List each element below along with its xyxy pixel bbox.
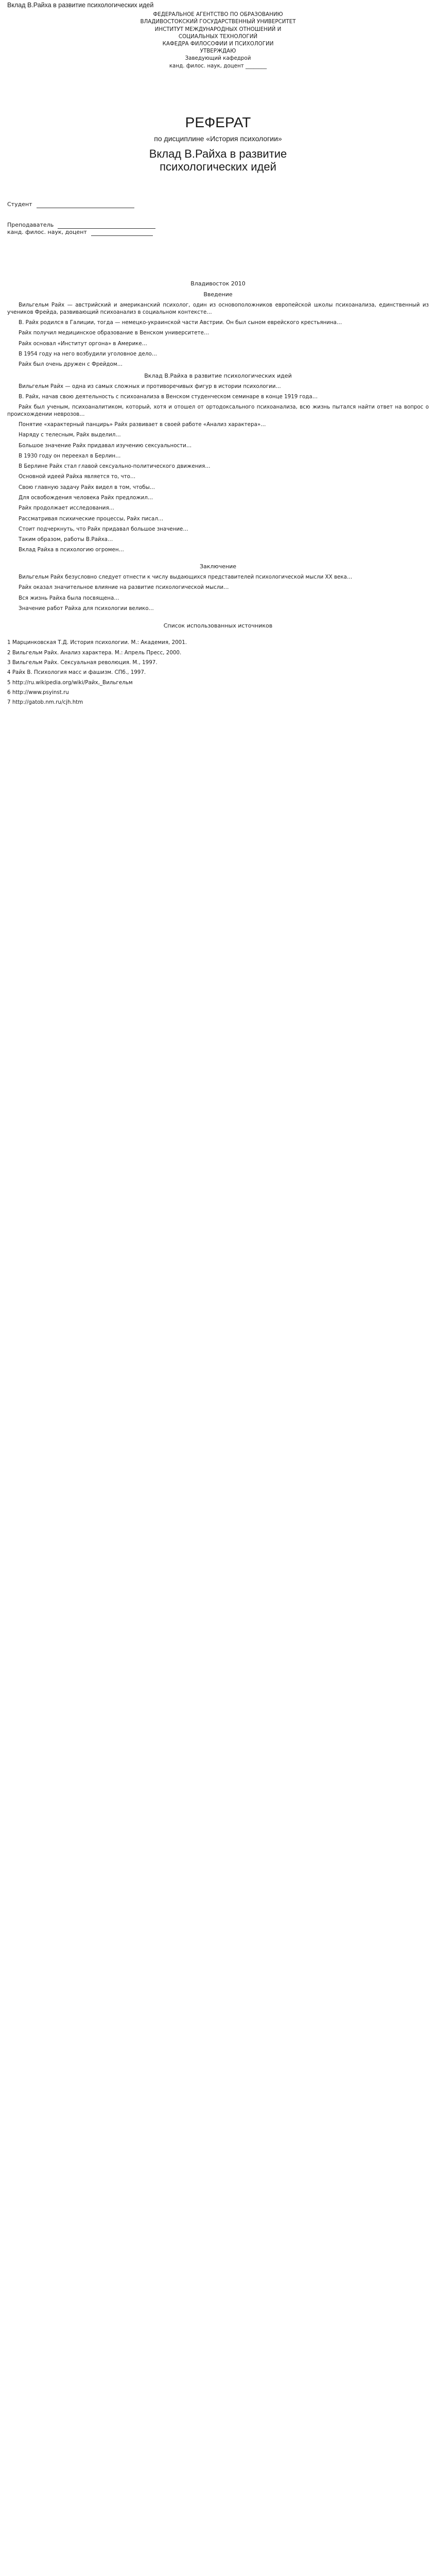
paragraph: Вильгельм Райх — австрийский и американский психолог, один из основоположников европейской школы психоанализа, единственный из учеников Фрейда, развивающий психоанализ в социальном контексте… (7, 302, 429, 315)
paragraph: В. Райх родился в Галиции, тогда — немецко-украинской части Австрии. Он был сыном еврейского крестьянина… (19, 319, 342, 326)
student-field (7, 201, 429, 208)
teacher-field (7, 222, 429, 229)
paragraph: В 1954 году на него возбудили уголовное дело… (19, 350, 158, 357)
paragraph: Райх продолжает исследования… (19, 505, 114, 512)
paragraph: В. Райх, начав свою деятельность с психоанализа в Венском студенческом семинаре в конце 1919 года… (19, 394, 318, 400)
conclusion-section (7, 574, 429, 612)
header-line: КАФЕДРА ФИЛОСОФИИ И ПСИХОЛОГИИ (162, 41, 274, 47)
paragraph: Основной идеей Райха является то, что… (19, 473, 136, 480)
paragraph: Для освобождения человека Райх предложил… (19, 494, 153, 501)
intro-heading: Введение (203, 291, 233, 298)
bibliography-item: 2 Вильгельм Райх. Анализ характера. М.: Апрель Пресс, 2000. (7, 649, 182, 656)
header-line: ФЕДЕРАЛЬНОЕ АГЕНТСТВО ПО ОБРАЗОВАНИЮ (153, 11, 283, 18)
paragraph: Райх оказал значительное влияние на развитие психологической мысли… (19, 584, 229, 591)
referat-title: РЕФЕРАТ (185, 114, 251, 130)
paragraph: Райх получил медицинское образование в Венском университете… (19, 330, 210, 336)
topic-line-2: психологических идей (160, 160, 276, 174)
approve-degree: канд. филос. наук, доцент ________ (169, 62, 267, 69)
student-underline (37, 202, 134, 208)
paragraph: Вся жизнь Райха была посвящена… (19, 595, 119, 601)
header-line: ВЛАДИВОСТОКСКИЙ ГОСУДАРСТВЕННЫЙ УНИВЕРСИТЕТ (140, 19, 296, 25)
main-section (7, 383, 429, 554)
paragraph: Таким образом, работы В.Райха… (19, 536, 113, 543)
approve-position: Заведующий кафедрой (185, 55, 251, 62)
bibliography-item: 1 Марцинковская Т.Д. История психологии. М.: Академия, 2001. (7, 639, 187, 646)
bibliography-heading: Список использованных источников (163, 622, 273, 630)
paragraph: Вильгельм Райх — одна из самых сложных и противоречивых фигур в истории психологии… (19, 383, 281, 389)
degree-underline (91, 230, 153, 236)
topic-line-1: Вклад В.Райха в развитие (149, 147, 287, 161)
topic-title (7, 147, 429, 173)
discipline-line: по дисциплине «История психологии» (154, 134, 282, 143)
paragraph: Свою главную задачу Райх видел в том, чтобы… (19, 484, 155, 490)
institution-header (7, 11, 429, 70)
document-title: Вклад В.Райха в развитие психологических идей (7, 2, 154, 9)
student-label: Студент (7, 201, 32, 208)
paragraph: В 1930 году он переехал в Берлин… (19, 452, 121, 459)
teacher-underline (58, 223, 155, 229)
teacher-degree-text: канд. филос. наук, доцент (7, 229, 87, 236)
intro-section (7, 302, 429, 368)
paragraph: Стоит подчеркнуть, что Райх придавал большое значение… (19, 526, 188, 532)
city-year: Владивосток 2010 (190, 280, 246, 287)
paragraph: Наряду с телесным, Райх выделил… (19, 432, 121, 438)
conclusion-heading: Заключение (199, 563, 237, 570)
bibliography-link[interactable]: 7 http://gatob.nm.ru/cjh.htm (7, 699, 83, 706)
teacher-degree (7, 229, 429, 236)
paragraph: Райх был очень дружен с Фрейдом… (19, 361, 123, 368)
paragraph: Большое значение Райх придавал изучению сексуальности… (19, 442, 192, 449)
paragraph: Райх основал «Институт оргона» в Америке… (19, 340, 147, 347)
bibliography-item: 4 Райх В. Психология масс и фашизм. СПб., 1997. (7, 669, 146, 676)
bibliography-link[interactable]: 6 http://www.psyinst.ru (7, 689, 69, 696)
paragraph: Значение работ Райха для психологии велико… (19, 605, 154, 612)
bibliography-link[interactable]: 5 http://ru.wikipedia.org/wiki/Райх,_Вильгельм (7, 679, 133, 686)
bibliography-item: 3 Вильгельм Райх. Сексуальная революция. М., 1997. (7, 659, 158, 666)
main-section-heading: Вклад В.Райха в развитие психологических идей (144, 372, 292, 379)
teacher-label: Преподаватель (7, 222, 54, 229)
signature-fields (7, 201, 429, 236)
paragraph: Рассматривая психические процессы, Райх писал… (19, 515, 164, 522)
paragraph: Райх был ученым, психоаналитиком, который, хотя и отошел от ортодоксального психоанализа, всю жизнь пытался найти ответ на вопрос о происхождении неврозов… (7, 404, 429, 417)
bibliography-list (7, 639, 429, 706)
paragraph: В Берлине Райх стал главой сексуально-политического движения… (19, 463, 211, 470)
header-line: ИНСТИТУТ МЕЖДУНАРОДНЫХ ОТНОШЕНИЙ И (154, 26, 282, 32)
paragraph: Понятие «характерный панцирь» Райх развивает в своей работе «Анализ характера»… (19, 421, 266, 428)
paragraph: Вклад Райха в психологию огромен… (19, 547, 124, 553)
header-line: СОЦИАЛЬНЫХ ТЕХНОЛОГИЙ (178, 33, 258, 40)
approve-label: УТВЕРЖДАЮ (200, 48, 236, 55)
paragraph: Вильгельм Райх безусловно следует отнести к числу выдающихся представителей психологической мысли ХХ века… (19, 573, 353, 580)
